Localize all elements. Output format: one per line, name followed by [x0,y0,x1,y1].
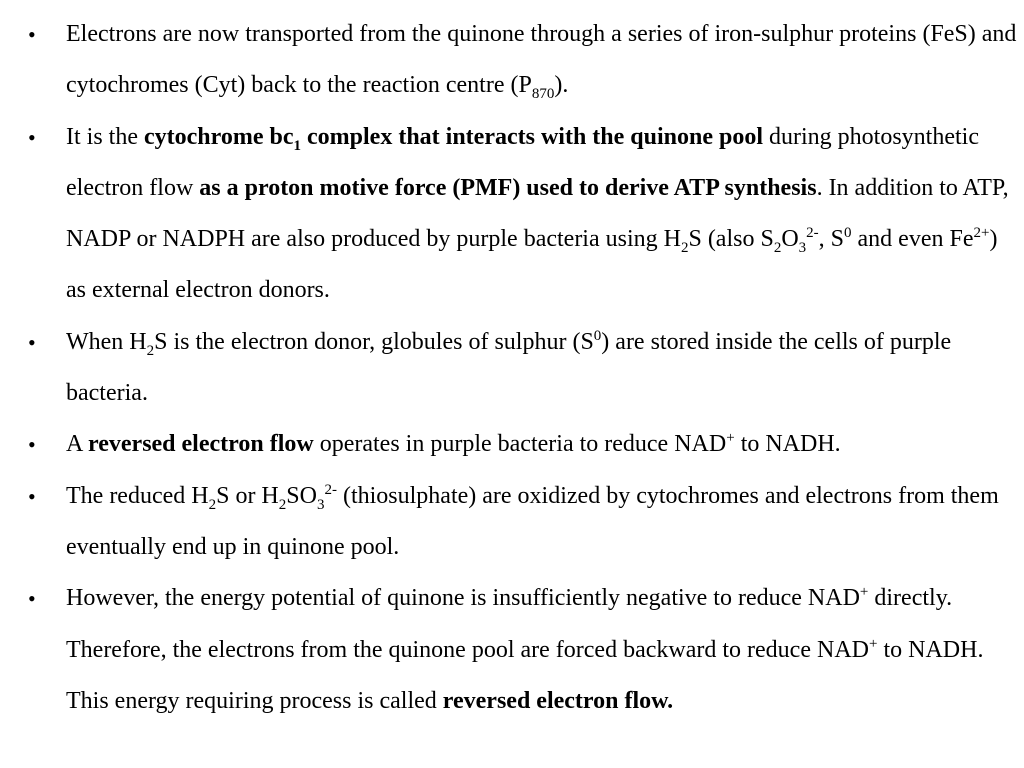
bullet-item-1 [0,9,1024,112]
bullet-item-5 [0,471,1024,574]
bold-reversed-electron-flow-end: reversed electron flow. [442,687,674,714]
bullet-item-3 [0,317,1024,420]
bullet-item-2 [0,112,1024,317]
bullet-marker: • [28,432,36,458]
bold-cytochrome-complex: cytochrome $bc_1$ complex that interacts with the quinone pool [144,123,764,154]
bullet-2-text: It is the cytochrome $bc_1$ complex that interacts with the quinone pool during photosynthetic electron flow as a proton motive force (PMF) used to derive ATP synthesis. In addition to ATP, NADP or NADPH are also produced by purple bacteria using $H_2S$ (also $S_2O_3^{2-}$, $S^0$ and even $Fe^{2+}$) as external electron donors. [66,123,1009,304]
bullet-5-text: The reduced $H_2S$ or $H_2SO_3^{2-}$ (thiosulphate) are oxidized by cytochromes and electrons from them eventually end up in quinone pool. [66,481,999,560]
bullet-3-text: When $H_2S$ is the electron donor, globules of sulphur $(S^0)$ are stored inside the cells of purple bacteria. [66,327,952,407]
bold-pmf-phrase: as a proton motive force (PMF) used to derive ATP synthesis [199,174,817,201]
bullet-marker: • [28,329,36,355]
bullet-item-6 [0,573,1024,727]
bullet-6-text: However, the energy potential of quinone is insufficiently negative to reduce NAD+ directly. Therefore, the electrons from the quinone pool are forced backward to reduce NAD+ to NADH. This energy requiring process is called reversed electron flow. [66,584,984,714]
bullet-4-text: A reversed electron flow operates in purple bacteria to reduce NAD+ to NADH. [66,430,841,458]
bullet-marker: • [28,22,36,47]
bullet-list [0,9,1024,727]
bullet-1-text: Electrons are now transported from the quinone through a series of iron-sulphur proteins (FeS) and cytochromes (Cyt) back to the reaction centre $(P_{870})$. [66,21,1017,103]
bullet-marker: • [28,124,36,150]
bullet-marker: • [28,483,36,509]
bullet-marker: • [28,586,36,612]
bold-reversed-electron-flow: reversed electron flow [88,431,314,458]
bullet-item-4 [0,419,1024,470]
